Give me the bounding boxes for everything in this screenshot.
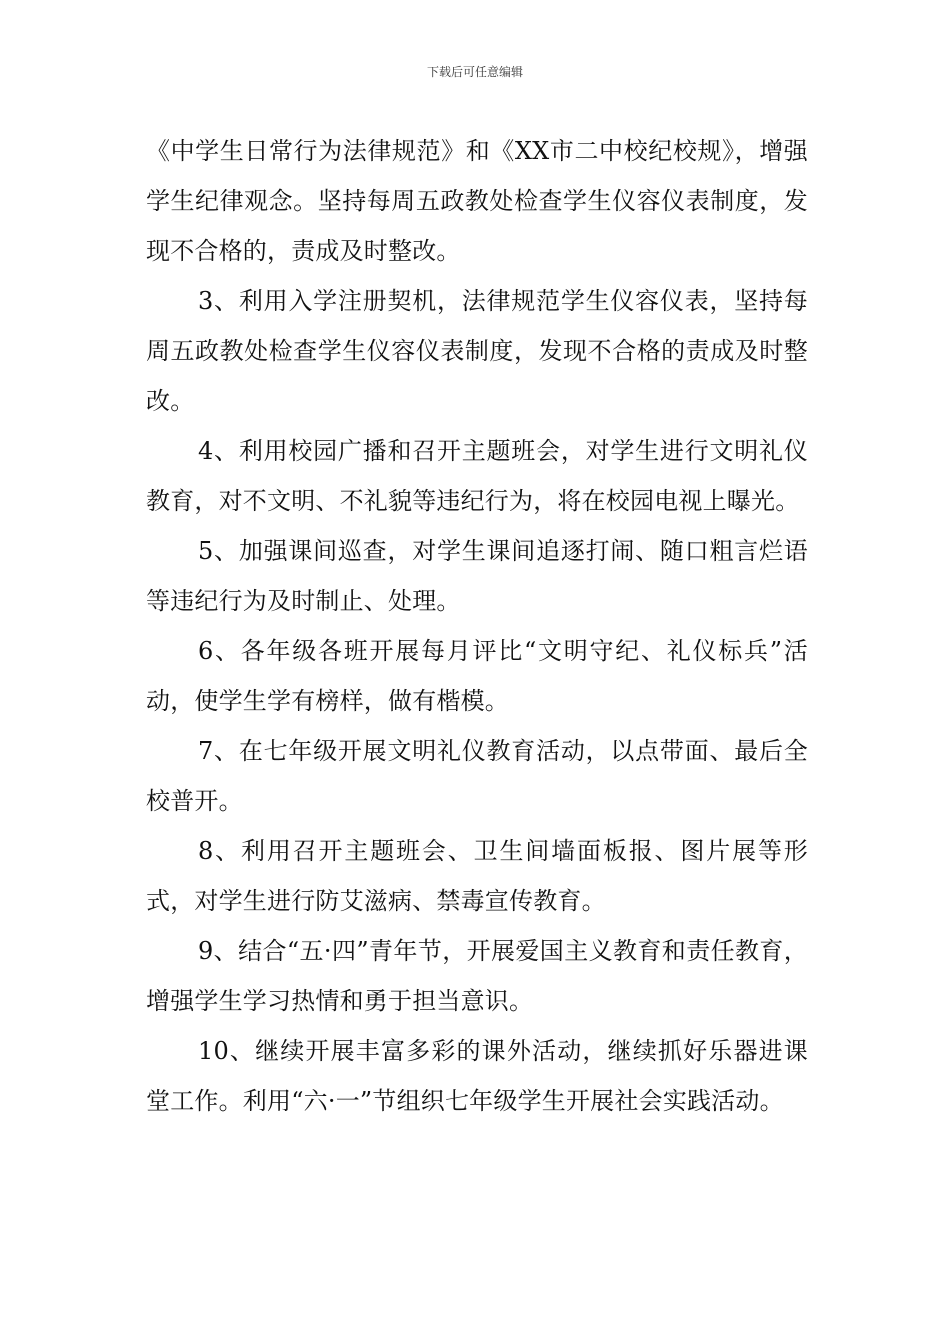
- paragraph-item-7: 7、在七年级开展文明礼仪教育活动，以点带面、最后全校普开。: [146, 737, 808, 815]
- paragraph-item-10: 10、继续开展丰富多彩的课外活动，继续抓好乐器进课堂工作。利用“六·一”节组织七年级学生开展社会实践活动。: [146, 1037, 808, 1115]
- paragraph-item-4: 4、利用校园广播和召开主题班会，对学生进行文明礼仪教育，对不文明、不礼貌等违纪行为，将在校园电视上曝光。: [146, 437, 808, 515]
- paragraph-item-5: 5、加强课间巡查，对学生课间追逐打闹、随口粗言烂语等违纪行为及时制止、处理。: [146, 537, 808, 615]
- paragraph-item-6: 6、各年级各班开展每月评比“文明守纪、礼仪标兵”活动，使学生学有榜样，做有楷模。: [146, 637, 808, 715]
- paragraph-item-9: 9、结合“五·四”青年节，开展爱国主义教育和责任教育，增强学生学习热情和勇于担当意识。: [146, 937, 808, 1015]
- paragraph-1: 《中学生日常行为法律规范》和《XX市二中校纪校规》，增强学生纪律观念。坚持每周五政教处检查学生仪容仪表制度，发现不合格的，责成及时整改。: [146, 137, 808, 265]
- paragraph-item-8: 8、利用召开主题班会、卫生间墙面板报、图片展等形式，对学生进行防艾滋病、禁毒宣传教育。: [146, 837, 808, 915]
- paragraph-item-3: 3、利用入学注册契机，法律规范学生仪容仪表，坚持每周五政教处检查学生仪容仪表制度，发现不合格的责成及时整改。: [146, 287, 808, 415]
- page-header-note: 下载后可任意编辑: [426, 65, 523, 79]
- document-body: [146, 126, 808, 1126]
